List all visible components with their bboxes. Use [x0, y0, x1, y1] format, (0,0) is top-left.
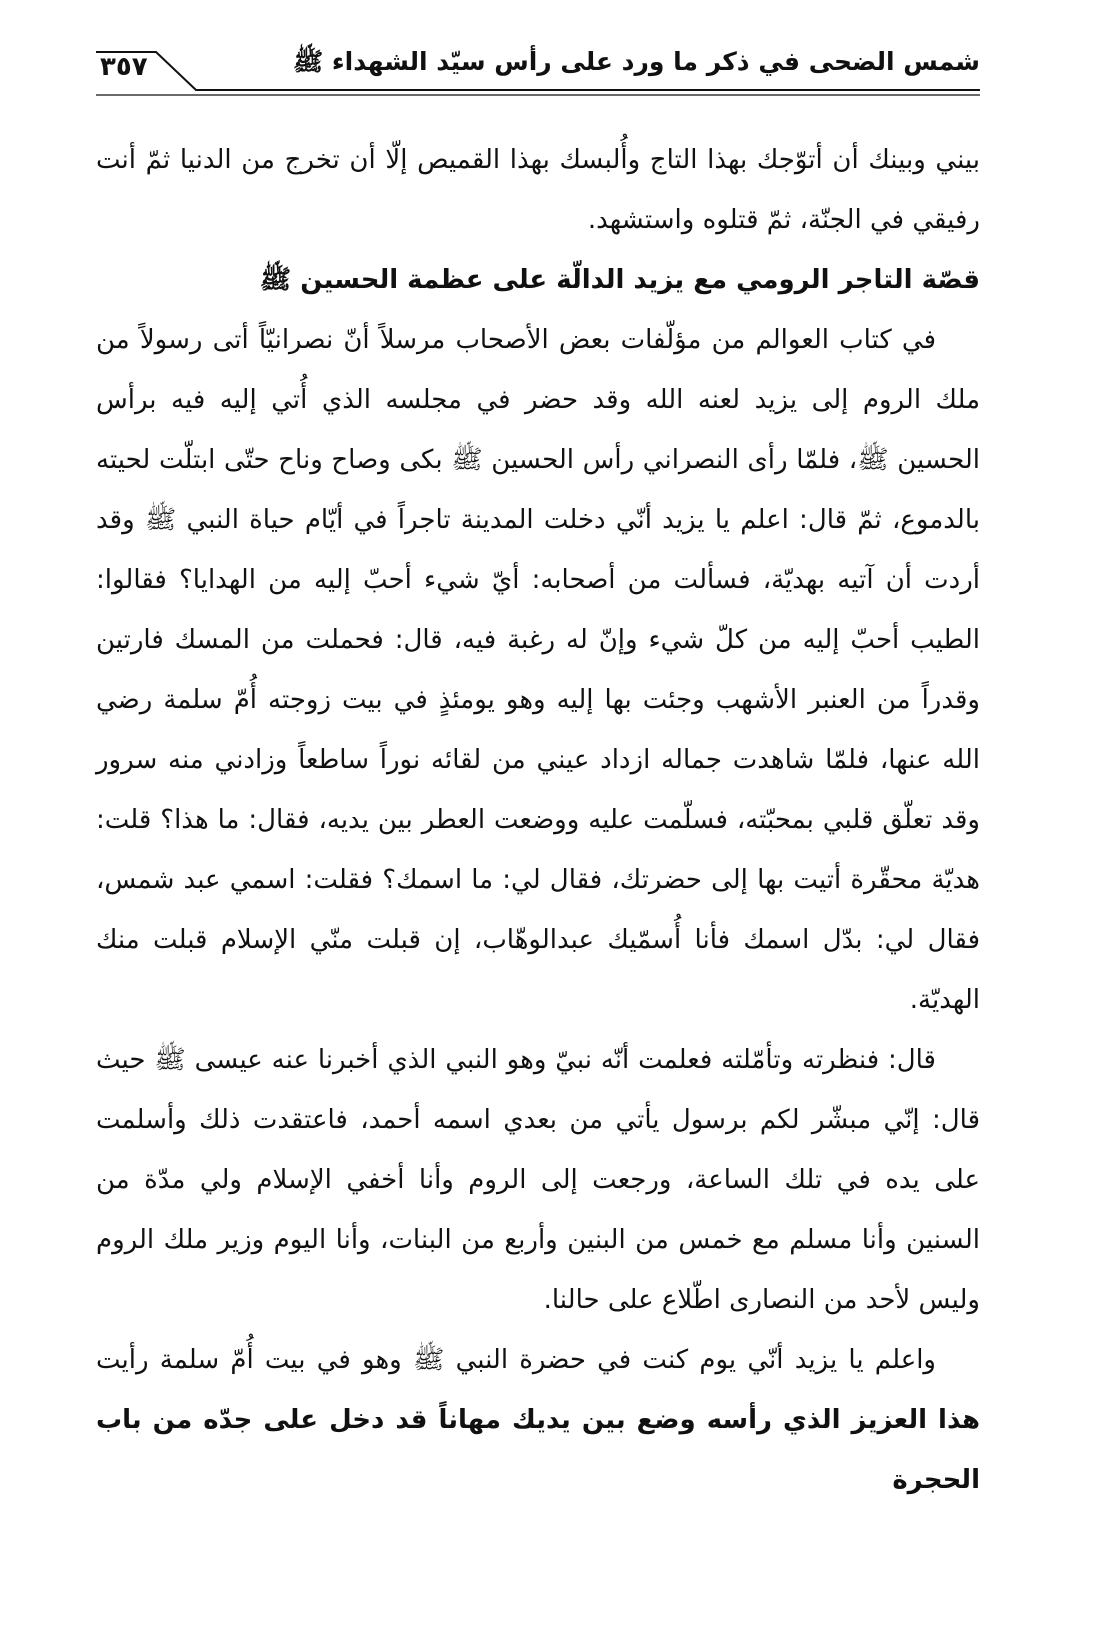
paragraph-text-bold: هذا العزيز الذي رأسه وضع بين يديك مهاناً قد دخل على جدّه من باب الحجرة — [96, 1405, 980, 1495]
paragraph: قال: فنظرته وتأمّلته فعلمت أنّه نبيّ وهو النبي الذي أخبرنا عنه عيسى ﷺ حيث قال: إنّي مبشّر لكم برسول يأتي من بعدي اسمه أحمد، فاعتقدت ذلك وأسلمت على يده في تلك الساعة، ورجعت إلى الروم وأنا أخفي الإسلام ولي مدّة من السنين وأنا مسلم مع خمس من البنين وأربع من البنات، وأنا اليوم وزير ملك الروم وليس لأحد من النصارى اطّلاع على حالنا. — [96, 1045, 980, 1315]
page-number: ٣٥٧ — [100, 52, 148, 82]
running-title: شمس الضحى في ذكر ما ورد على رأس سيّد الشهداء ﷺ — [293, 47, 980, 76]
paragraph-continuation: بيني وبينك أن أتوّجك بهذا التاج وأُلبسك بهذا القميص إلّا أن تخرج من الدنيا ثمّ أنت رفيقي في الجنّة، ثمّ قتلوه واستشهد. — [96, 145, 980, 235]
section-heading: قصّة التاجر الرومي مع يزيد الدالّة على عظمة الحسين ﷺ — [259, 265, 980, 295]
paragraph: في كتاب العوالم من مؤلّفات بعض الأصحاب مرسلاً أنّ نصرانيّاً أتى رسولاً من ملك الروم إلى يزيد لعنه الله وقد حضر في مجلسه الذي أُتي إليه فيه برأس الحسين ﷺ، فلمّا رأى النصراني رأس الحسين ﷺ بكى وصاح وناح حتّى ابتلّت لحيته بالدموع، ثمّ قال: اعلم يا يزيد أنّي دخلت المدينة تاجراً في أيّام حياة النبي ﷺ وقد أردت أن آتيه بهديّة، فسألت من أصحابه: أيّ شيء أحبّ إليه من الهدايا؟ فقالوا: الطيب أحبّ إليه من كلّ شيء وإنّ له رغبة فيه، قال: فحملت من المسك فارتين وقدراً من العنبر الأشهب وجئت بها إليه وهو يومئذٍ في بيت زوجته أُمّ سلمة رضي الله عنها، فلمّا شاهدت جماله ازداد عيني من لقائه نوراً ساطعاً وزادني منه سرور وقد تعلّق قلبي بمحبّته، فسلّمت عليه ووضعت العطر بين يديه، فقال: ما هذا؟ قلت: هديّة محقّرة أتيت بها إلى حضرتك، فقال لي: ما اسمك؟ فقلت: اسمي عبد شمس، فقال لي: بدّل اسمك فأنا أُسمّيك عبدالوهّاب، إن قبلت منّي الإسلام قبلت منك الهديّة. — [96, 325, 980, 1015]
paragraph — [96, 1330, 980, 1510]
main-text — [96, 130, 980, 1510]
running-header — [96, 40, 980, 100]
paragraph-text: واعلم يا يزيد أنّي يوم كنت في حضرة النبي ﷺ وهو في بيت أُمّ سلمة رأيت — [96, 1345, 936, 1375]
